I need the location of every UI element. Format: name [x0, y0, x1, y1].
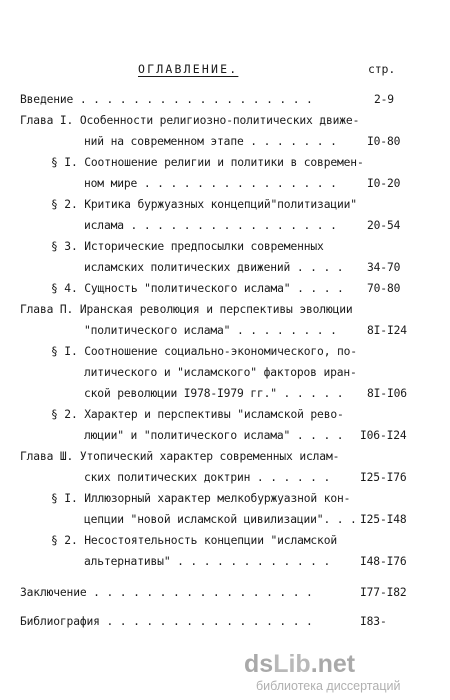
toc-line: люции" и "политического ислама" . . . .	[84, 429, 344, 442]
toc-line: § 4. Сущность "политического ислама" . . . .	[51, 282, 344, 295]
toc-line: Глава I. Особенности религиозно-политических движе-	[20, 114, 360, 127]
toc-line: Глава Ш. Утопический характер современных ислам-	[20, 450, 340, 463]
toc-line: ской революции I978-I979 гг." . . . . .	[84, 387, 344, 400]
toc-page: I83-	[360, 615, 387, 628]
toc-title: ОГЛАВЛЕНИЕ.	[138, 62, 239, 76]
watermark-subtitle: библиотека диссертаций	[256, 679, 401, 693]
toc-line: § 2. Критика буржуазных концепций"политизации"	[51, 198, 357, 211]
toc-page: 20-54	[367, 219, 401, 232]
toc-page: I06-I24	[360, 429, 407, 442]
toc-page: 8I-I24	[367, 324, 407, 337]
dslib-watermark	[240, 648, 440, 694]
toc-line: "политического ислама" . . . . . . . .	[84, 324, 337, 337]
toc-page: 2-9	[374, 93, 394, 106]
toc-line: § 2. Несостоятельность концепции "исламской	[51, 534, 338, 547]
toc-page: I25-I48	[360, 513, 407, 526]
toc-line: цепции "новой исламской цивилизации". . .	[84, 513, 357, 526]
toc-line: § I. Иллюзорный характер мелкобуржуазной кон-	[51, 492, 351, 505]
toc-line: ном мире . . . . . . . . . . . . . . .	[84, 177, 337, 190]
toc-line: § I. Соотношение религии и политики в современ-	[51, 156, 364, 169]
toc-line: исламских политических движений . . . .	[84, 261, 344, 274]
toc-line: § 2. Характер и перспективы "исламской рево-	[51, 408, 344, 421]
toc-line: § I. Соотношение социально-экономического, по-	[51, 345, 357, 358]
toc-page: I0-20	[367, 177, 401, 190]
logo-ds: ds	[244, 650, 274, 678]
logo-lib: Lib	[273, 650, 311, 678]
logo-net: .net	[310, 650, 356, 678]
toc-page: I25-I76	[360, 471, 407, 484]
toc-page: 70-80	[367, 282, 401, 295]
toc-line: Глава П. Иранская революция и перспективы эволюции	[20, 303, 353, 316]
toc-page: I48-I76	[360, 555, 407, 568]
toc-line: литического и "исламского" факторов иран-	[84, 366, 357, 379]
toc-page: 8I-I06	[367, 387, 407, 400]
toc-line: ний на современном этапе . . . . . . .	[84, 135, 337, 148]
toc-line: Заключение . . . . . . . . . . . . . . . . .	[20, 586, 313, 599]
dslib-logo	[244, 650, 355, 679]
toc-page: 34-70	[367, 261, 401, 274]
page-column-label: стр.	[368, 62, 396, 76]
toc-line: § 3. Исторические предпосылки современных	[51, 240, 324, 253]
toc-page: I0-80	[367, 135, 401, 148]
toc-line: Введение . . . . . . . . . . . . . . . . . .	[20, 93, 313, 106]
toc-line: ислама . . . . . . . . . . . . . . . .	[84, 219, 337, 232]
toc-page: I77-I82	[360, 586, 407, 599]
toc-line: Библиография . . . . . . . . . . . . . . . .	[20, 615, 313, 628]
toc-line: ских политических доктрин . . . . . .	[84, 471, 331, 484]
toc-line: альтернативы" . . . . . . . . . . . .	[84, 555, 331, 568]
